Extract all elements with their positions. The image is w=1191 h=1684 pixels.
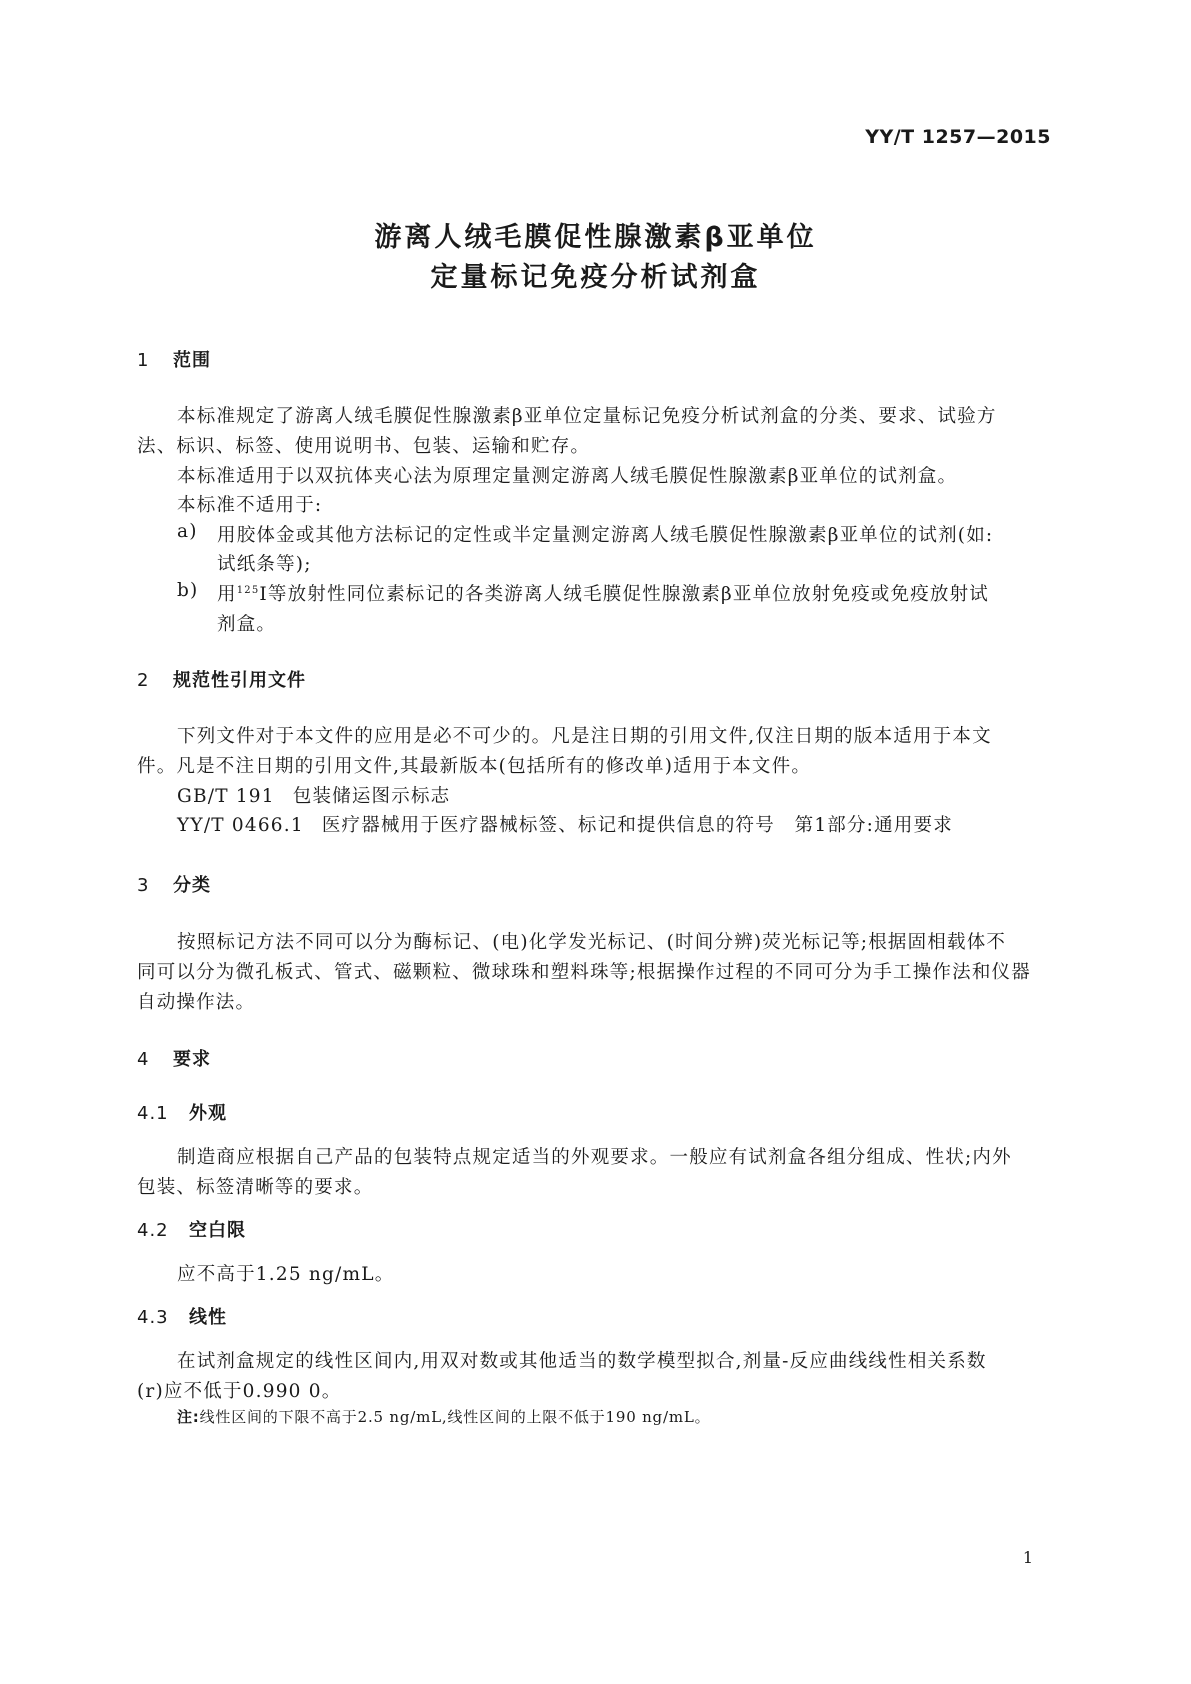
section-number: 1 (137, 350, 150, 371)
section-number: 2 (137, 670, 150, 691)
section-2-heading (137, 666, 306, 692)
paragraph-line: 本标准规定了游离人绒毛膜促性腺激素β亚单位定量标记免疫分析试剂盒的分类、要求、试验方 (177, 406, 997, 427)
paragraph-line: (r)应不低于0.990 0。 (137, 1381, 342, 1402)
paragraph-line: 本标准适用于以双抗体夹心法为原理定量测定游离人绒毛膜促性腺激素β亚单位的试剂盒。 (177, 466, 958, 487)
reference-code: GB/T 191 (177, 786, 275, 807)
list-item-text: 用$^{125}$I等放射性同位素标记的各类游离人绒毛膜促性腺激素β亚单位放射免疫或免疫放射试 (217, 584, 989, 605)
list-item-label: b) (177, 580, 199, 601)
paragraph-line: 应不高于1.25 ng/mL。 (177, 1264, 395, 1285)
subsection-number: 4.2 (137, 1220, 169, 1241)
section-3-heading (137, 871, 211, 897)
reference-item (177, 782, 450, 808)
note-text: 线性区间的下限不高于2.5 ng/mL,线性区间的上限不低于190 ng/mL。 (199, 1408, 711, 1426)
section-number: 3 (137, 875, 150, 896)
paragraph-line: 在试剂盒规定的线性区间内,用双对数或其他适当的数学模型拟合,剂量-反应曲线线性相关系数 (177, 1351, 987, 1372)
reference-code: YY/T 0466.1 (177, 815, 304, 836)
isotope-superscript: 125 (236, 584, 260, 596)
note (177, 1406, 710, 1427)
document-title-line2: 定量标记免疫分析试剂盒 (430, 262, 761, 293)
paragraph-line: 下列文件对于本文件的应用是必不可少的。凡是注日期的引用文件,仅注日期的版本适用于本文 (177, 726, 992, 747)
section-title: 要求 (173, 1049, 211, 1070)
section-number: 4 (137, 1049, 150, 1070)
section-title: 规范性引用文件 (173, 670, 306, 691)
paragraph-line: 件。凡是不注日期的引用文件,其最新版本(包括所有的修改单)适用于本文件。 (137, 756, 812, 777)
paragraph-line: 自动操作法。 (137, 992, 256, 1013)
section-1-heading (137, 346, 211, 372)
reference-item (177, 811, 953, 837)
list-item-text: 试纸条等); (217, 554, 312, 575)
paragraph-line: 法、标识、标签、使用说明书、包装、运输和贮存。 (137, 436, 591, 457)
note-label: 注: (177, 1408, 200, 1426)
reference-name: 医疗器械用于医疗器械标签、标记和提供信息的符号 第1部分:通用要求 (321, 815, 953, 836)
standard-number: YY/T 1257—2015 (865, 126, 1051, 148)
paragraph-line: 包装、标签清晰等的要求。 (137, 1177, 374, 1198)
subsection-number: 4.1 (137, 1103, 169, 1124)
subsection-title: 线性 (189, 1307, 227, 1328)
paragraph-line: 按照标记方法不同可以分为酶标记、(电)化学发光标记、(时间分辨)荧光标记等;根据固相载体不 (177, 932, 1007, 953)
section-4-heading (137, 1045, 211, 1071)
reference-name: 包装储运图示标志 (292, 786, 451, 807)
subsection-title: 空白限 (189, 1220, 246, 1241)
list-item-text: 剂盒。 (217, 614, 277, 635)
paragraph-line: 制造商应根据自己产品的包装特点规定适当的外观要求。一般应有试剂盒各组分组成、性状;内外 (177, 1147, 1012, 1168)
paragraph-line: 同可以分为微孔板式、管式、磁颗粒、微球珠和塑料珠等;根据操作过程的不同可分为手工操作法和仪器 (137, 962, 1031, 983)
subsection-4-2-heading (137, 1216, 246, 1242)
paragraph-line: 本标准不适用于: (177, 495, 323, 516)
section-title: 分类 (173, 875, 211, 896)
section-title: 范围 (173, 350, 211, 371)
subsection-number: 4.3 (137, 1307, 169, 1328)
subsection-4-3-heading (137, 1303, 227, 1329)
subsection-title: 外观 (189, 1103, 227, 1124)
subsection-4-1-heading (137, 1099, 227, 1125)
list-item-label: a) (177, 521, 198, 542)
page-number: 1 (1022, 1548, 1033, 1567)
list-item-text: 用胶体金或其他方法标记的定性或半定量测定游离人绒毛膜促性腺激素β亚单位的试剂(如: (217, 525, 994, 546)
document-title-line1: 游离人绒毛膜促性腺激素β亚单位 (374, 222, 817, 253)
